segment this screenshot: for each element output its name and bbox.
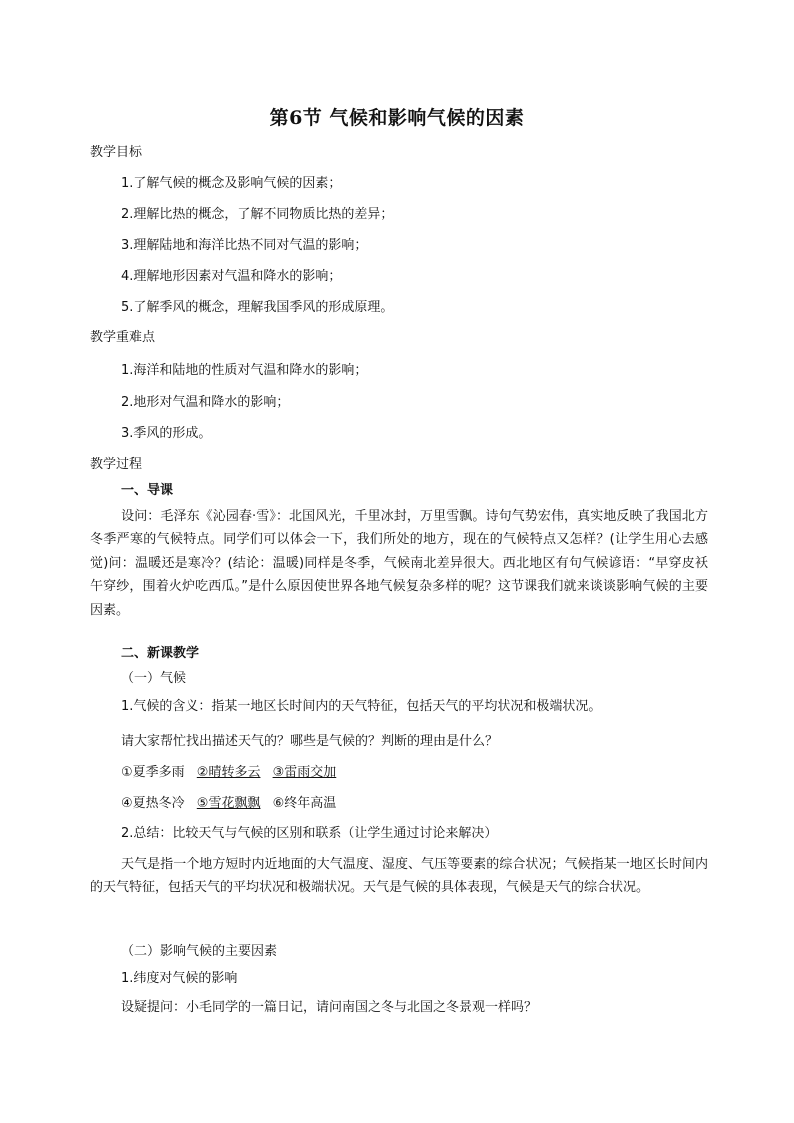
classification-question: 请大家帮忙找出描述天气的？哪些是气候的？判断的理由是什么？: [121, 734, 499, 749]
intro-text: 设问：毛泽东《沁园春·雪》：北国风光，千里冰封，万里雪飘。诗句气势宏伟，真实地反映了我国北方冬季严寒的气候特点。同学们可以体会一下，我们所处的地方，现在的气候特点又怎样？(让学生用心去感觉)问：温暖还是寒冷？(结论：温暖)同样是冬季，气候南北差异很大。西北地区有句气候谚语：“早穿皮袄午穿纱，围着火炉吃西瓜。”是什么原因使世界各地气候复杂多样的呢？这节课我们就来谈谈影响气候的主要因素。: [90, 509, 708, 618]
key-points-heading: 教学重难点: [90, 330, 156, 345]
subsection-climate: （一）气候: [121, 671, 187, 686]
page-title: 第6节 气候和影响气候的因素: [269, 107, 525, 129]
key-point-item: 3.季风的形成。: [121, 426, 212, 441]
option-3: ③雷雨交加: [272, 765, 337, 780]
latitude-heading: 1.纬度对气候的影响: [121, 971, 238, 986]
option-5: ⑤雪花飘飘: [196, 796, 261, 811]
key-point-item: 2.地形对气温和降水的影响；: [121, 395, 290, 410]
goal-item: 1.了解气候的概念及影响气候的因素；: [121, 176, 342, 191]
summary-heading: 2.总结：比较天气与气候的区别和联系（让学生通过讨论来解决）: [121, 826, 498, 841]
option-2: ②晴转多云: [196, 765, 261, 780]
goal-item: 2.理解比热的概念，了解不同物质比热的差异；: [121, 207, 394, 222]
goals-heading: 教学目标: [90, 145, 143, 160]
option-4: ④夏热冬冷: [121, 796, 185, 811]
options-row-1: [121, 764, 336, 782]
subsection-factors: （二）影响气候的主要因素: [121, 944, 278, 959]
goal-item: 5.了解季风的概念，理解我国季风的形成原理。: [121, 300, 394, 315]
intro-heading: 一、导课: [121, 483, 174, 498]
option-6: ⑥终年高温: [272, 796, 337, 811]
key-point-item: 1.海洋和陆地的性质对气温和降水的影响；: [121, 363, 368, 378]
new-lesson-heading: 二、新课教学: [121, 646, 200, 661]
summary-paragraph: [90, 853, 708, 900]
process-heading: 教学过程: [90, 457, 143, 472]
option-1: ①夏季多雨: [121, 765, 185, 780]
latitude-question: 设疑提问：小毛同学的一篇日记，请问南国之冬与北国之冬景观一样吗？: [121, 1000, 538, 1015]
options-row-2: [121, 795, 336, 813]
goal-item: 4.理解地形因素对气温和降水的影响；: [121, 269, 342, 284]
climate-definition: 1.气候的含义：指某一地区长时间内的天气特征，包括天气的平均状况和极端状况。: [121, 699, 602, 714]
intro-paragraph: [90, 505, 708, 622]
goal-item: 3.理解陆地和海洋比热不同对气温的影响；: [121, 238, 368, 253]
summary-text: 天气是指一个地方短时内近地面的大气温度、湿度、气压等要素的综合状况；气候指某一地区长时间内的天气特征，包括天气的平均状况和极端状况。天气是气候的具体表现，气候是天气的综合状况。: [90, 857, 708, 896]
